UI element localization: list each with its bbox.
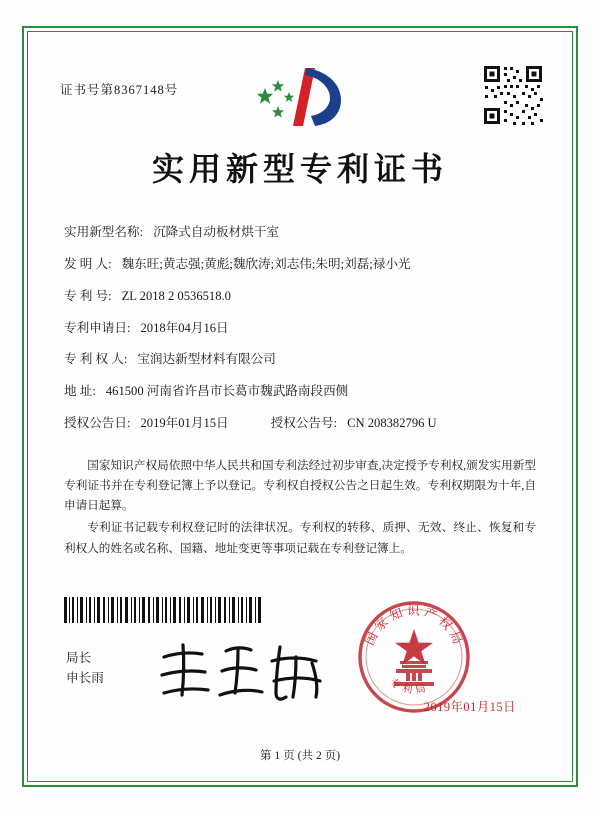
svg-text:专利局: 专利局: [387, 677, 431, 697]
field-value: CN 208382796 U: [347, 416, 437, 431]
certificate-header: [40, 44, 560, 130]
field-value: 2018年04月16日: [140, 320, 229, 335]
field-label: 专 利 权 人:: [64, 352, 128, 367]
legal-paragraph-2: 专利证书记载专利权登记时的法律状况。专利权的转移、质押、无效、终止、恢复和专利权人的姓名或名称、国籍、地址变更等事项记载在专利登记簿上。: [64, 521, 536, 555]
legal-paragraph-1: 国家知识产权局依照中华人民共和国专利法经过初步审查,决定授予专利权,颁发实用新型专利证书并在专利登记簿上予以登记。专利权自授权公告之日起生效。专利权期限为十年,自申请日起算。: [64, 458, 536, 513]
field-address: [64, 383, 550, 399]
field-label: 授权公告日:: [64, 416, 131, 431]
field-grant-announcement-number: [271, 415, 437, 431]
page-number: 第 1 页 (共 2 页): [259, 749, 341, 762]
field-utility-model-name: [64, 224, 550, 240]
certificate-footer: [40, 597, 560, 762]
field-inventors: [64, 256, 550, 272]
field-patentee: [64, 351, 550, 367]
field-application-date: [64, 320, 550, 336]
field-label: 专 利 号:: [64, 288, 112, 303]
field-grant-announcement: [64, 415, 550, 431]
field-value: 沉降式自动板材烘干室: [153, 225, 279, 239]
svg-text:国家知识产权局: 国家知识产权局: [362, 603, 467, 650]
field-label: 地 址:: [64, 384, 96, 399]
field-value: 宝润达新型材料有限公司: [137, 352, 276, 367]
director-block: [66, 649, 104, 688]
certificate-content: [40, 44, 560, 769]
handwritten-signature: [150, 637, 340, 707]
field-value: 2019年01月15日: [140, 416, 229, 431]
director-name: 申长雨: [66, 670, 104, 685]
field-label: 发 明 人:: [64, 256, 112, 271]
barcode: [64, 597, 262, 623]
certificate-legal-text: [40, 456, 560, 559]
field-value: ZL 2018 2 0536518.0: [121, 288, 231, 303]
field-label: 专利申请日:: [64, 320, 131, 335]
certificate-number: 证书号第8367148号: [60, 83, 179, 97]
field-value: 魏东旺;黄志强;黄彪;魏欣涛;刘志伟;朱明;刘磊;禄小光: [121, 256, 411, 271]
director-label: 局长: [66, 651, 92, 665]
field-label: 授权公告号:: [270, 416, 338, 431]
certificate-fields: [40, 224, 560, 432]
certificate-title: 实用新型专利证书: [151, 151, 448, 187]
qr-code-icon: [482, 64, 544, 126]
cnipa-logo-icon: [245, 62, 365, 134]
field-label: 实用新型名称:: [64, 225, 144, 239]
field-value: 461500 河南省许昌市长葛市魏武路南段西侧: [105, 384, 349, 399]
seal-date: 2019年01月15日: [423, 700, 516, 714]
field-patent-number: [64, 288, 550, 304]
